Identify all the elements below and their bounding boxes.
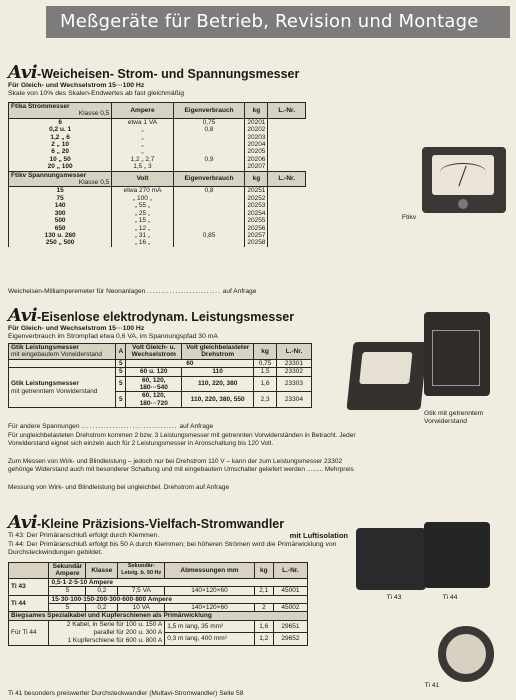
- section3-title: -Kleine Präzisions-Vielfach-Stromwandler: [37, 517, 285, 531]
- table-row: 1,2 „ 6 „ 20203: [9, 134, 306, 141]
- brand-logo-text-3: Avi: [8, 512, 38, 533]
- section3-sub1: Ti 43: Der Primäranschluß erfolgt durch Klemmen. mit Luftisolation: [8, 531, 348, 540]
- col-lnr-s3: L.-Nr.: [273, 563, 307, 579]
- ti43-image: [356, 528, 426, 590]
- section1-sub1: Für Gleich- und Wechselstrom 15···100 Hz: [8, 82, 145, 89]
- ftikv-meter-image: [422, 147, 506, 213]
- table-row: 6 „ 20 „ 20205: [9, 148, 306, 155]
- table-row: 6 etwa 1 VA 0,75 20201: [9, 118, 306, 126]
- section1-sub2: Skale von 10% des Skalen-Endwertes ab fast gleichmäßig: [8, 90, 185, 97]
- page-banner: Meßgeräte für Betrieb, Revision und Montage: [46, 6, 510, 38]
- section2-footnote: Für andere Spannungen .................................. auf Anfrage: [8, 423, 214, 430]
- brand-logo-text-2: Avi: [8, 305, 38, 326]
- ftikv-caption: Ftikv: [401, 214, 417, 221]
- section2-sub1: Für Gleich- und Wechselstrom 15···100 Hz: [8, 325, 145, 332]
- vorwiderstand-image: [424, 312, 490, 396]
- section2-paragraph3: Messung von Wirk- und Blindleistung bei ungleichbel. Drehstrom auf Anfrage: [8, 484, 230, 491]
- section1-footnote: Weicheisen-Milliamperemeter für Neonanlagen .......................... auf Anfrage: [8, 288, 257, 295]
- table-row: 650 „ 12 „ 20256: [9, 225, 306, 232]
- section3-heading: [8, 512, 284, 533]
- section2-paragraph2: Zum Messen von Wirk- und Blindleistung – jedoch nur bei Drehstrom 110 V – kann der zum Leistungsmesser 23302 gehörige Widerstand auch mit besonderer Schaltung und mit eingebautem Umschalter geliefert werden ......... Mehrpreis: [8, 458, 354, 473]
- ti44-image: [424, 522, 490, 588]
- table-row: 300 „ 25 „ 20254: [9, 210, 306, 217]
- ti41-caption: Ti 41: [424, 682, 440, 689]
- section3-footnote: Ti 41 besonders preiswerter Durchsteckwandler (Multavi-Stromwandler) Seite 58: [8, 690, 244, 697]
- group1-label: Ftika Strommesser Klasse 0,5: [9, 103, 112, 119]
- col-volt: Volt: [112, 171, 173, 187]
- table-row: 0,2 u. 1 „ 0,8 20202: [9, 126, 306, 133]
- ti41-image: [438, 626, 494, 682]
- table-row: 140 „ 55 „ 20253: [9, 202, 306, 209]
- table-row: 15 etwa 270 mA 0,8 20251: [9, 187, 306, 195]
- col-lnr: L.-Nr.: [268, 103, 306, 119]
- section1-heading: [8, 62, 299, 83]
- col-ampere: Ampere: [112, 103, 173, 119]
- section3-sub2: Ti 44: Der Primäranschluß erfolgt bis 50 A durch Klemmen; bei höheren Strömen wird die Primärwicklung von Durchsteckwindungen gebildet.: [8, 541, 337, 557]
- section1-table: [8, 102, 306, 247]
- s2-name-group2: Gtik Leistungsmesser mit getrenntem Vorwiderstand: [9, 368, 116, 408]
- table-row: 500 „ 15 „ 20255: [9, 217, 306, 224]
- section2-sub2: Eigenverbrauch im Strompfad etwa 0,6 VA, im Spannungspfad 30 mA: [8, 333, 218, 340]
- col-lnr-2: L.-Nr.: [268, 171, 306, 187]
- table-row: 10 „ 50 1,2 „ 2,7 0,9 20206: [9, 156, 306, 163]
- ti44-caption: Ti 44: [442, 594, 458, 601]
- table-row: 250 „ 500 „ 16 „ 20258: [9, 239, 306, 246]
- section1-title: -Weicheisen- Strom- und Spannungsmesser: [37, 67, 300, 81]
- section2-table: Gtik Leistungsmesser mit eingebautem Vorwiderstand A Volt Gleich- u. Wechselstrom Volt gleichbelasteter Drehstrom kg L.-Nr. 5 60 0,75 23301 Gtik Leistungsmesser mit getrenntem Vorwiderstand 5 60 u. 120 110 1,5 23302 5 60, 120, 180···540 110, 220, 380 1,6 23303 5 60, 120, 180···720 110, 220, 380, 550 2,3 23304: [8, 343, 312, 408]
- table-row: 20 „ 100 1,5 „ 3 20207: [9, 163, 306, 171]
- s2-name-head: Gtik Leistungsmesser mit eingebautem Vorwiderstand: [9, 344, 116, 360]
- col-kg-2: kg: [245, 171, 268, 187]
- col-abmessungen: Abmessungen mm: [165, 563, 255, 579]
- table-row: 130 u. 260 „ 31 „ 0,85 20257: [9, 232, 306, 239]
- col-kg-s3: kg: [254, 563, 273, 579]
- table-row: 75 „ 100 „ 20252: [9, 195, 306, 202]
- gtik-caption: Gtik mit getrenntem Vorwiderstand: [424, 410, 484, 425]
- col-volt-gw: Volt Gleich- u. Wechselstrom: [126, 344, 182, 360]
- col-kg: kg: [245, 103, 268, 119]
- col-volt-dreh: Volt gleichbelasteter Drehstrom: [182, 344, 254, 360]
- section2-title: -Eisenlose elektrodynam. Leistungsmesser: [37, 310, 295, 324]
- col-eigenverbrauch: Eigenverbrauch: [173, 103, 245, 119]
- table-row: 2 „ 10 „ 20204: [9, 141, 306, 148]
- group2-label: Ftikv Spannungsmesser Klasse 0,5: [9, 171, 112, 187]
- col-sekundaer: Sekundär Ampere: [49, 563, 86, 579]
- ti44-label: Ti 44: [9, 595, 49, 612]
- col-leistung: Sekundär-Leistg. b. 50 Hz: [118, 563, 165, 579]
- brand-logo-text: Avi: [8, 62, 38, 83]
- col-kg-s2: kg: [254, 344, 277, 360]
- section2-heading: [8, 305, 294, 326]
- gtik-meter-image: [346, 342, 427, 410]
- col-eigenverbrauch-2: Eigenverbrauch: [173, 171, 245, 187]
- section3-table: Sekundär Ampere Klasse Sekundär-Leistg. b. 50 Hz Abmessungen mm kg L.-Nr. Ti 43 0,5·1·2·5·10 Ampere 5 0,2 7,5 VA 140×120×60 2,1 45001 Ti 44 15·30·100·150·200·300·600·800 Ampere 5 0,2 10 VA 140×120×60 2 45002 Biegsames Spezialkabel und Kupferschienen als Primärwicklung Für Ti 44 2 Kabel, in Serie für 100 u. 150 A parallel für 200 u. 300 A 1 Kupferschiene für 600 u. 800 A 1,5 m lang, 35 mm² 1,6 29651 0,3 m lang, 400 mm² 1,2 29652: [8, 562, 308, 646]
- ti43-caption: Ti 43: [386, 594, 402, 601]
- ti43-label: Ti 43: [9, 578, 49, 595]
- col-a: A: [116, 344, 126, 360]
- col-klasse: Klasse: [86, 563, 118, 579]
- section2-paragraph1: Für ungleichbelasteten Drehstrom kommen 2 bzw. 3 Leistungsmesser mit getrennten Vorwiderständen in Betracht. Jeder Vorwiderstand eignet sich einzeln auch für 2 Leistungsmesser in Aronschaltung bis 120 Volt.: [8, 432, 356, 447]
- col-lnr-s2: L.-Nr.: [276, 344, 311, 360]
- kabel-heading: Biegsames Spezialkabel und Kupferschienen als Primärwicklung: [9, 612, 308, 620]
